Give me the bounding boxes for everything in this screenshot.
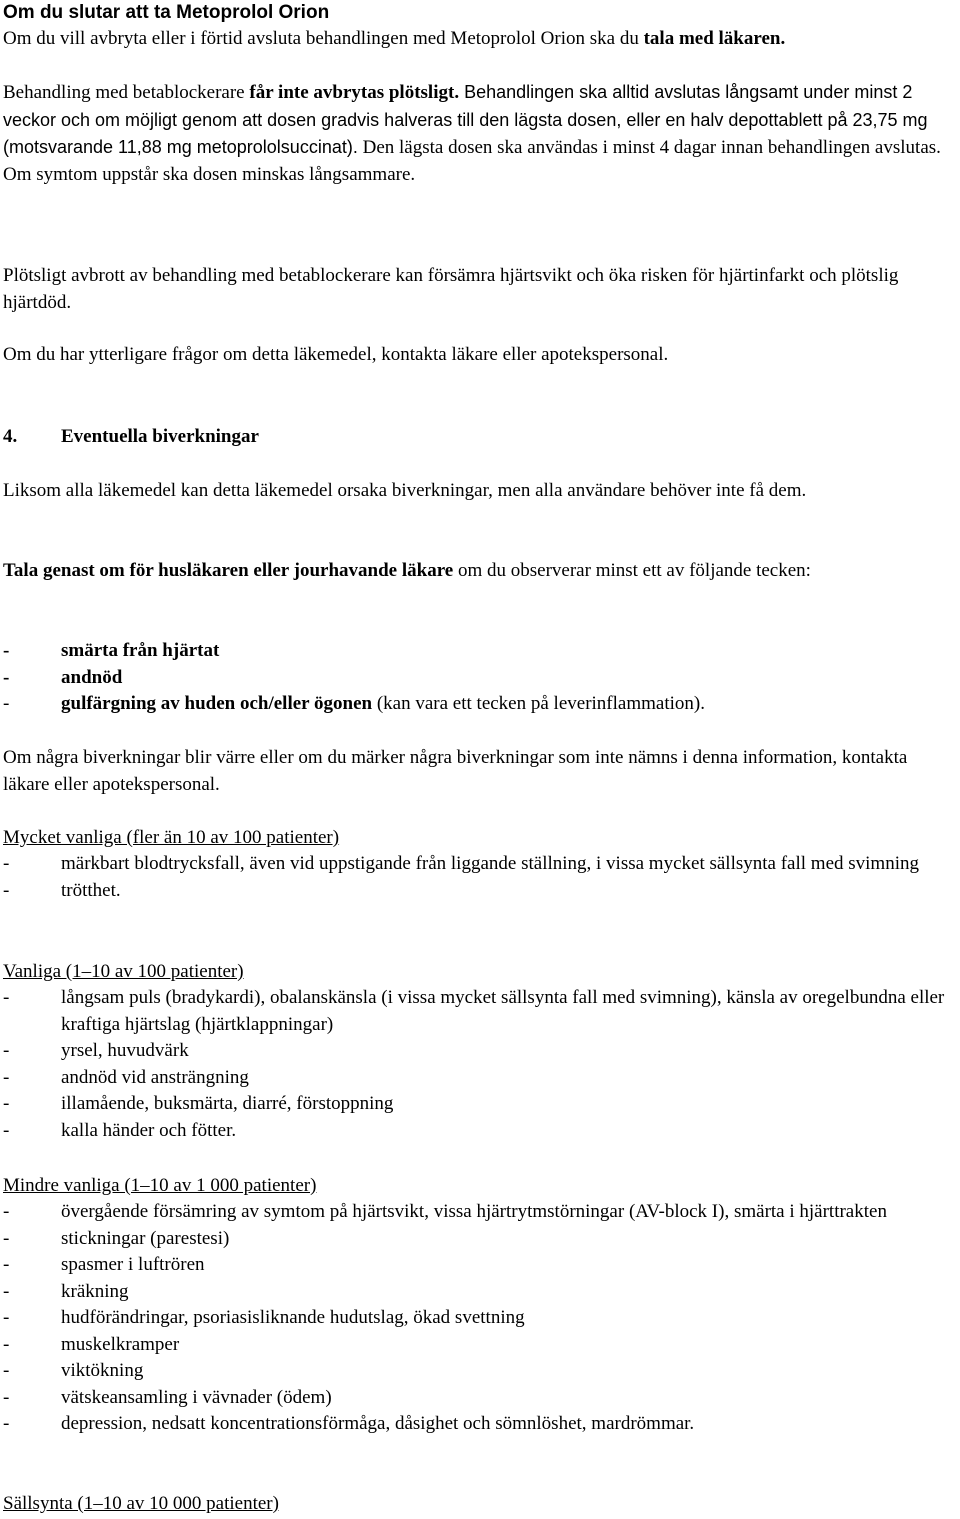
list-item: - stickningar (parestesi) — [3, 1226, 956, 1253]
list-item: - hudförändringar, psoriasisliknande hudutslag, ökad svettning — [3, 1305, 956, 1332]
paragraph-stop-treatment — [3, 26, 956, 53]
betablocker-pre: Behandling med betablockerare — [3, 82, 250, 103]
list-item: - vätskeansamling i vävnader (ödem) — [3, 1385, 956, 1412]
very-common-list — [3, 851, 956, 904]
list-item-rest: (kan vara ett tecken på leverinflammation). — [372, 693, 705, 714]
tell-doctor-bold: Tala genast om för husläkaren eller jourhavande läkare — [3, 560, 454, 581]
betablocker-sans: Behandlingen ska alltid avslutas långsamt under minst 2 veckor och om möjligt genom att dosen gradvis halveras till den lägsta dosen, eller en halv depottablett på 23,75 mg (motsvarande 11,88 mg metoprololsuccinat). — [3, 82, 928, 157]
section-heading-4 — [3, 424, 956, 451]
list-item: - andnöd — [3, 665, 956, 692]
list-item: - långsam puls (bradykardi), obalanskänsla (i vissa mycket sällsynta fall med svimning), känsla av oregelbundna eller kraftiga hjärtslag (hjärtklappningar) — [3, 985, 956, 1038]
list-item: - andnöd vid ansträngning — [3, 1065, 956, 1092]
heading-rare: Sällsynta (1–10 av 10 000 patienter) — [3, 1493, 279, 1514]
paragraph-sudden-stop: Plötsligt avbrott av behandling med betablockerare kan försämra hjärtsvikt och öka risken för hjärtinfarkt och plötslig hjärtdöd. — [3, 265, 899, 313]
list-item: - muskelkramper — [3, 1332, 956, 1359]
paragraph-side-effects-intro: Liksom alla läkemedel kan detta läkemedel orsaka biverkningar, men alla användare behöver inte få dem. — [3, 480, 807, 501]
tell-doctor-rest: om du observerar minst ett av följande tecken: — [453, 560, 811, 581]
uncommon-list — [3, 1199, 956, 1438]
betablocker-rest: Den lägsta dosen ska användas i minst 4 dagar innan behandlingen avslutas. Om symtom uppstår ska dosen minskas långsammare. — [3, 137, 941, 185]
list-item: - depression, nedsatt koncentrationsförmåga, dåsighet och sömnlöshet, mardrömmar. — [3, 1411, 956, 1438]
paragraph-tell-doctor — [3, 558, 956, 585]
list-item: - övergående försämring av symtom på hjärtsvikt, vissa hjärtrytmstörningar (AV-block I), smärta i hjärttrakten — [3, 1199, 956, 1226]
heading-stopping-treatment: Om du slutar att ta Metoprolol Orion — [3, 2, 330, 23]
list-item-bold: gulfärgning av huden och/eller ögonen — [61, 693, 373, 714]
heading-uncommon: Mindre vanliga (1–10 av 1 000 patienter) — [3, 1175, 317, 1196]
list-item: - viktökning — [3, 1358, 956, 1385]
heading-common: Vanliga (1–10 av 100 patienter) — [3, 961, 244, 982]
list-item: - trötthet. — [3, 878, 956, 905]
urgent-signs-list — [3, 638, 956, 718]
stop-text-bold: tala med läkaren. — [643, 28, 786, 49]
paragraph-betablocker — [3, 79, 956, 188]
section-number: 4. — [3, 426, 18, 447]
common-list — [3, 985, 956, 1144]
list-item: - yrsel, huvudvärk — [3, 1038, 956, 1065]
paragraph-report: Om några biverkningar blir värre eller om du märker några biverkningar som inte nämns i denna information, kontakta läkare eller apotekspersonal. — [3, 747, 908, 795]
list-item: - märkbart blodtrycksfall, även vid uppstigande från liggande ställning, i vissa mycket sällsynta fall med svimning — [3, 851, 956, 878]
stop-text: Om du vill avbryta eller i förtid avsluta behandlingen med Metoprolol Orion ska du — [3, 28, 644, 49]
section-title: Eventuella biverkningar — [61, 426, 259, 447]
list-item: - illamående, buksmärta, diarré, förstoppning — [3, 1091, 956, 1118]
list-item — [3, 691, 956, 718]
list-item: - spasmer i luftrören — [3, 1252, 956, 1279]
list-item: - kräkning — [3, 1279, 956, 1306]
betablocker-bold: får inte avbrytas plötsligt. — [249, 82, 460, 103]
list-item: - kalla händer och fötter. — [3, 1118, 956, 1145]
paragraph-further-questions: Om du har ytterligare frågor om detta läkemedel, kontakta läkare eller apotekspersonal. — [3, 344, 669, 365]
list-item: - smärta från hjärtat — [3, 638, 956, 665]
heading-very-common: Mycket vanliga (fler än 10 av 100 patienter) — [3, 827, 340, 848]
